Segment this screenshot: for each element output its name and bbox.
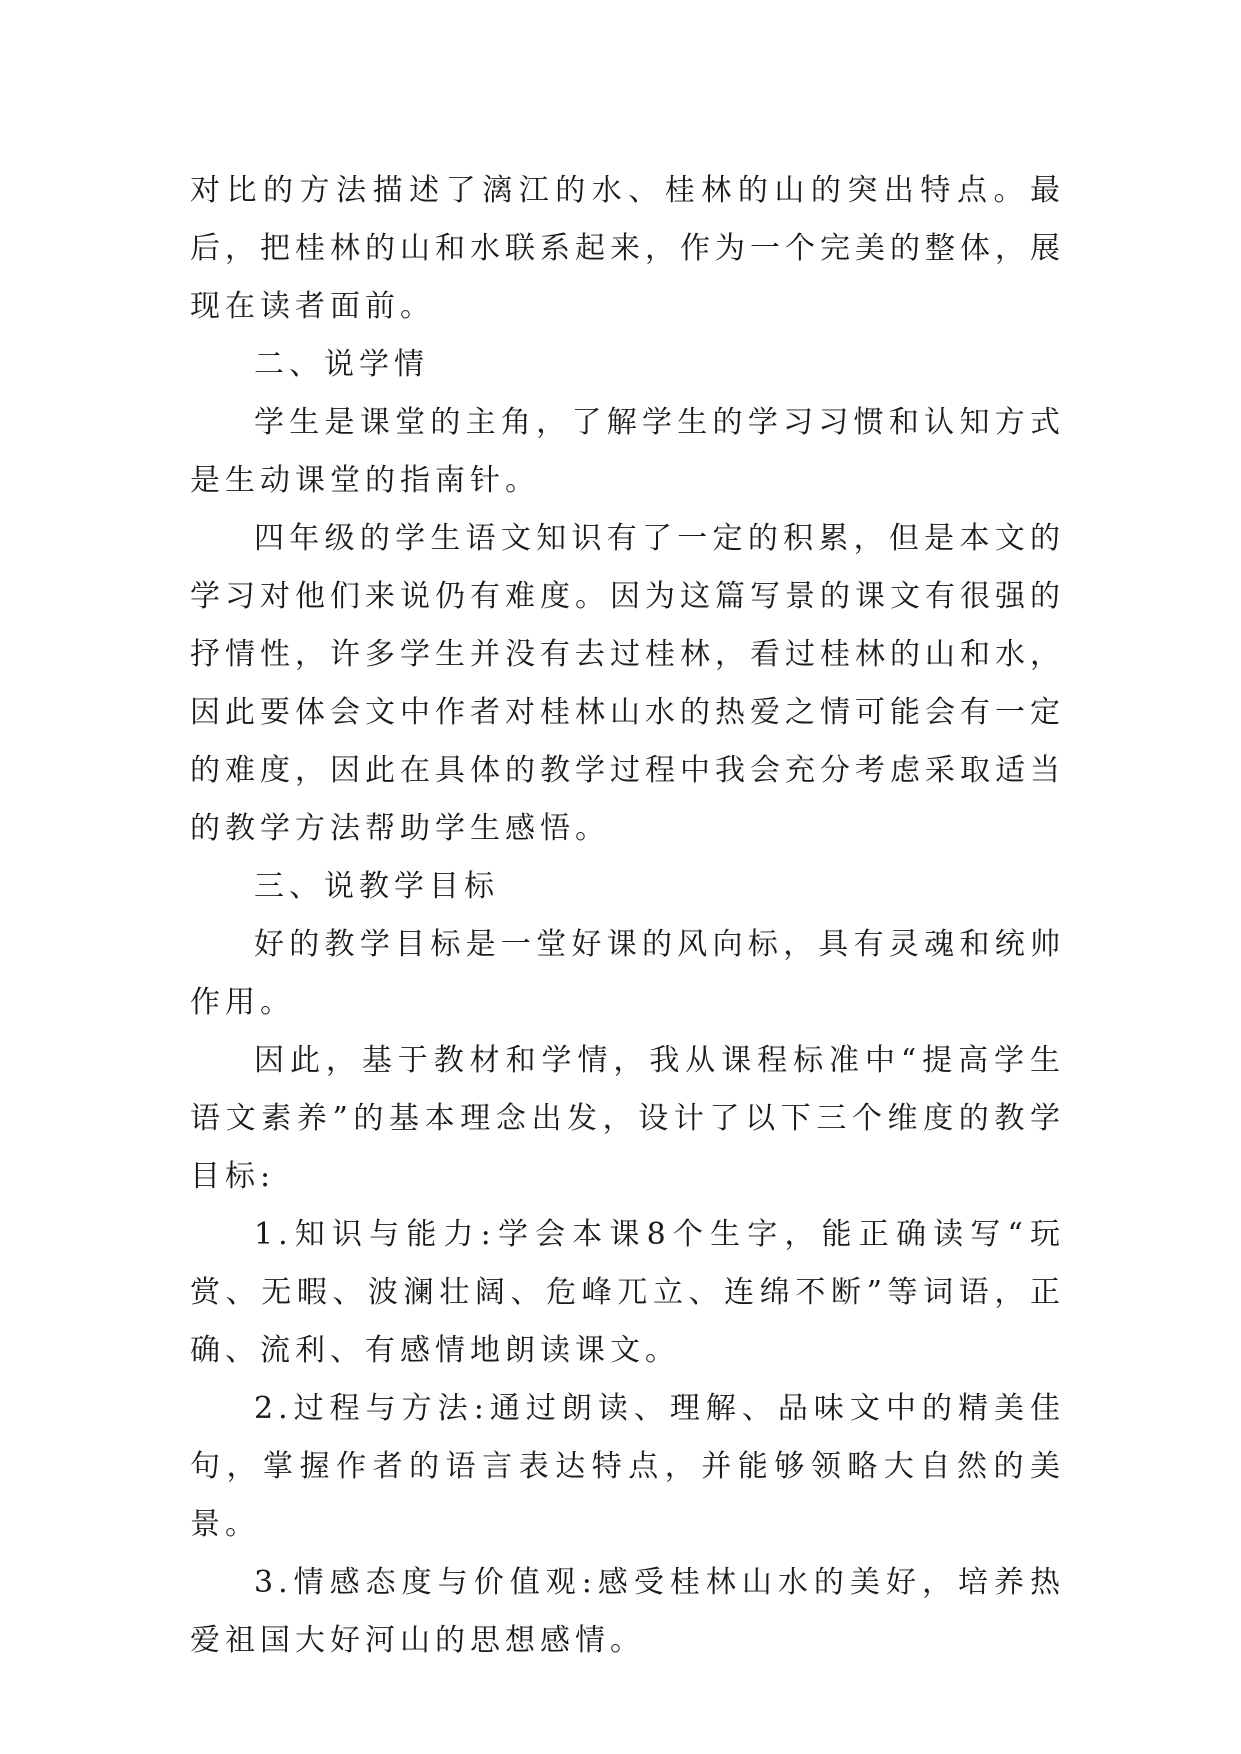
paragraph: 学生是课堂的主角，了解学生的学习习惯和认知方式是生动课堂的指南针。 bbox=[190, 405, 1065, 498]
document-body bbox=[190, 162, 1065, 1670]
paragraph-continuation: 对比的方法描述了漓江的水、桂林的山的突出特点。最后，把桂林的山和水联系起来，作为一个完美的整体，展现在读者面前。 bbox=[190, 173, 1065, 324]
section-heading-student-situation: 二、说学情 bbox=[254, 347, 429, 382]
paragraph: 因此，基于教材和学情，我从课程标准中“提高学生语文素养”的基本理念出发，设计了以下三个维度的教学目标: bbox=[190, 1043, 1065, 1194]
list-item-goal-2: 2.过程与方法:通过朗读、理解、品味文中的精美佳句，掌握作者的语言表达特点，并能够领略大自然的美景。 bbox=[190, 1391, 1065, 1542]
paragraph: 四年级的学生语文知识有了一定的积累，但是本文的学习对他们来说仍有难度。因为这篇写景的课文有很强的抒情性，许多学生并没有去过桂林，看过桂林的山和水，因此要体会文中作者对桂林山水的热爱之情可能会有一定的难度，因此在具体的教学过程中我会充分考虑采取适当的教学方法帮助学生感悟。 bbox=[190, 521, 1065, 846]
section-heading-teaching-goals: 三、说教学目标 bbox=[254, 869, 499, 904]
list-item-goal-1: 1.知识与能力:学会本课8个生字，能正确读写“玩赏、无暇、波澜壮阔、危峰兀立、连绵不断”等词语，正确、流利、有感情地朗读课文。 bbox=[190, 1217, 1065, 1368]
paragraph: 好的教学目标是一堂好课的风向标，具有灵魂和统帅作用。 bbox=[190, 927, 1065, 1020]
list-item-goal-3: 3.情感态度与价值观:感受桂林山水的美好，培养热爱祖国大好河山的思想感情。 bbox=[190, 1565, 1065, 1658]
